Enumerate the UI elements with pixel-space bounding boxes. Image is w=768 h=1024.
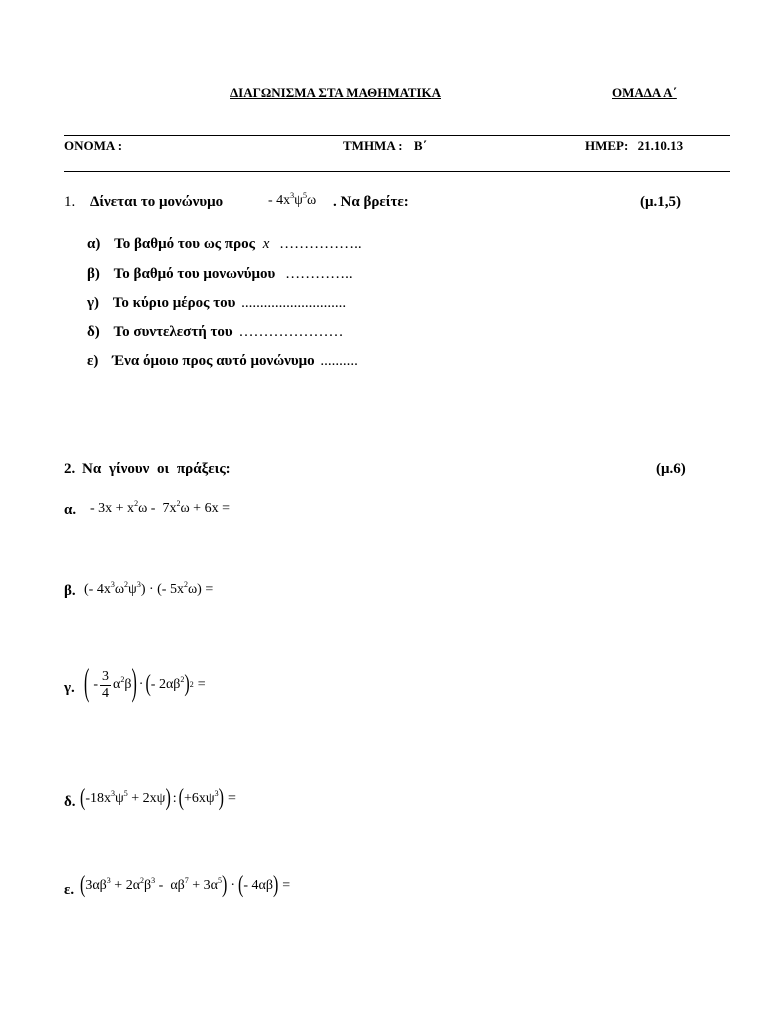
q1-instruction: . Να βρείτε: <box>333 194 409 210</box>
class-label: ΤΜΗΜΑ : <box>343 138 403 153</box>
header-rule-bottom <box>64 171 730 172</box>
class-value: Β΄ <box>413 138 427 153</box>
q2-part-c-expression: ( - $\frac{3}{4}$ $\alpha^2\beta$ ) · ( - $2\alpha\beta^2$ ) 2 = <box>84 663 206 705</box>
q1-item-text: Το βαθμό του ως προς <box>114 236 255 252</box>
q1-item-text: Το βαθμό του μονωνύμου <box>113 266 276 282</box>
q1-item-label: γ) <box>87 295 100 311</box>
q1-item-label: δ) <box>87 324 100 340</box>
date-value: 21.10.13 <box>637 138 684 153</box>
q1-item-label: ε) <box>87 353 99 369</box>
q1-item-dots: .......... <box>320 353 358 369</box>
exam-title: ΔΙΑΓΩΝΙΣΜΑ ΣΤΑ ΜΑΘΗΜΑΤΙΚΑ <box>230 85 441 100</box>
q1-item-dots: …………….. <box>279 236 362 252</box>
q1-monomial-coef: - 4x <box>268 193 291 208</box>
q2-part-b-label: β. <box>64 583 76 599</box>
q2-part-d-expression: ( $-18x^3\psi^5 + 2x\psi$ ) : ( $+6x\psi^3$ ) = <box>80 785 236 811</box>
q1-item-label: β) <box>87 266 100 282</box>
q1-number: 1. <box>64 194 76 210</box>
q2-part-b-expression: (- $4x^3\omega^2\psi^3$) · (- $5x^2\omega$) = <box>84 580 214 597</box>
q2-part-d-label: δ. <box>64 794 76 810</box>
date-label: ΗΜΕΡ: <box>585 138 629 153</box>
q1-item-e <box>87 353 358 370</box>
q1-item-c <box>87 295 346 312</box>
q2-part-e-expression: ( $3\alpha\beta^3 + 2\alpha^2\beta^3 - \alpha\beta^7 + 3\alpha^5$ ) · ( - 4αβ ) = <box>80 872 291 898</box>
q2-part-e-label: ε. <box>64 882 75 898</box>
group-label: ΟΜΑΔΑ Α΄ <box>612 85 677 100</box>
date-field <box>585 138 683 154</box>
q2-part-a-expression: - $3x + x^2\omega - 7x^2\omega + 6x$ = <box>90 499 230 516</box>
q1-item-text: Ένα όμοιο προς αυτό μονώνυμο <box>112 353 315 369</box>
q1-item-text: Το συντελεστή του <box>113 324 233 340</box>
name-label: ΟΝΟΜΑ : <box>64 138 123 153</box>
q1-monomial-var2: ψ <box>294 193 303 208</box>
q1-item-b <box>87 266 353 283</box>
q1-intro: Δίνεται το μονώνυμο <box>90 194 224 210</box>
q1-item-dots: ………………… <box>238 324 344 340</box>
q1-item-text: Το κύριο μέρος του <box>112 295 236 311</box>
q1-item-a <box>87 236 362 253</box>
q2-part-c-label: γ. <box>64 680 75 696</box>
q1-monomial-exp2: 5 <box>302 191 307 200</box>
q2-number: 2. <box>64 461 76 477</box>
header-rule-top <box>64 135 730 136</box>
q1-marks: (μ.1,5) <box>640 194 681 210</box>
q2-marks: (μ.6) <box>656 461 686 477</box>
q2-part-a-label: α. <box>64 502 77 518</box>
q1-item-dots: ………….. <box>285 266 353 282</box>
q1-monomial-var3: ω <box>306 193 317 208</box>
q1-monomial <box>268 193 316 209</box>
q1-item-label: α) <box>87 236 101 252</box>
class-field <box>343 138 427 154</box>
q1-item-var: x <box>262 236 270 252</box>
q1-monomial-exp1: 3 <box>290 191 295 200</box>
q1-item-dots: ............................ <box>241 295 347 311</box>
q2-text: Να γίνουν οι πράξεις: <box>82 461 231 477</box>
q1-item-d <box>87 324 343 341</box>
